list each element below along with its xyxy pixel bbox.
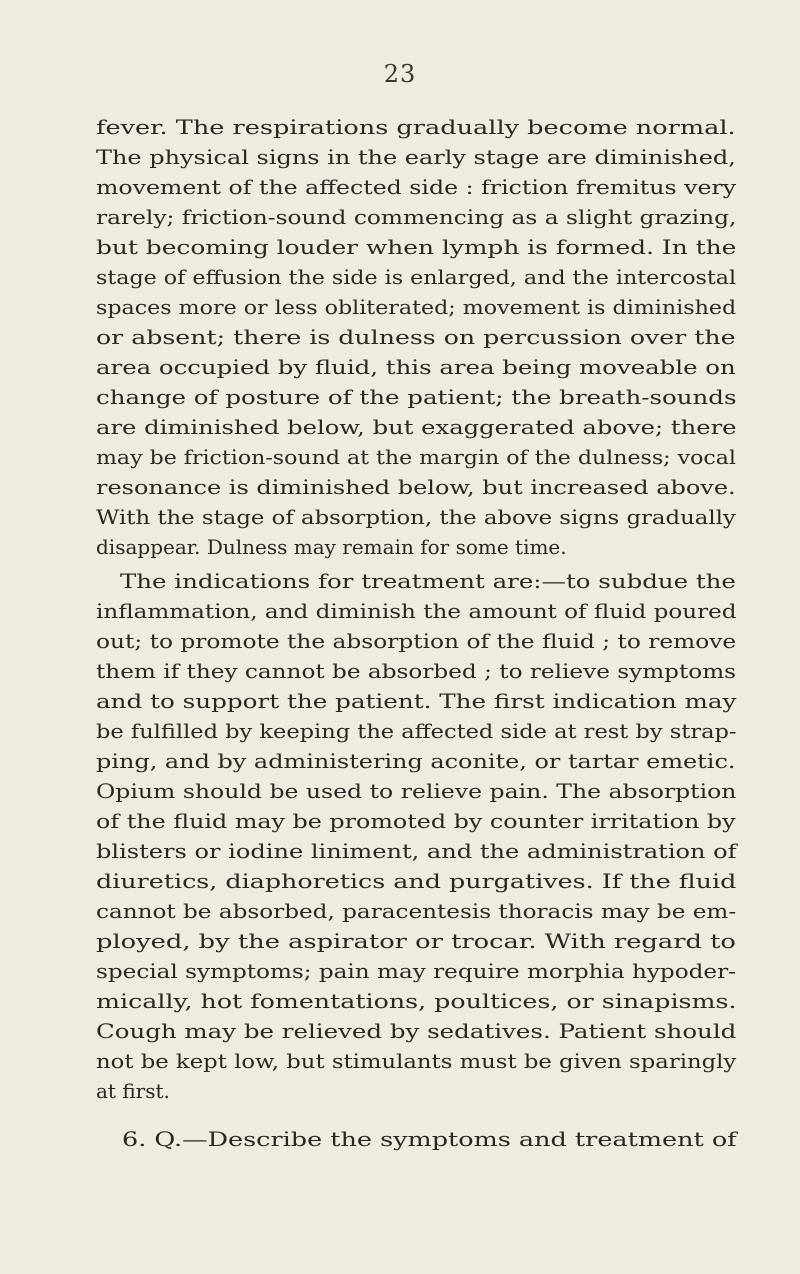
text-line: but becoming louder when lymph is formed. In the: [96, 235, 737, 259]
text-line: them if they cannot be absorbed ; to relieve symptoms: [96, 659, 737, 683]
question-heading: 6. Q.—Describe the symptoms and treatment of: [122, 1127, 737, 1151]
text-line: may be friction-sound at the margin of the dulness; vocal: [96, 445, 736, 469]
text-line: and to support the patient. The first indication may: [96, 689, 737, 713]
text-line: be fulfilled by keeping the affected side at rest by strap-: [96, 719, 737, 743]
text-line: stage of effusion the side is enlarged, and the intercostal: [96, 265, 737, 289]
text-line: The physical signs in the early stage are diminished,: [96, 145, 736, 169]
text-line: change of posture of the patient; the breath-sounds: [96, 385, 737, 409]
text-line: movement of the affected side : friction fremitus very: [96, 175, 737, 199]
text-line: not be kept low, but stimulants must be given sparingly: [96, 1049, 737, 1073]
text-line: are diminished below, but exaggerated above; there: [96, 415, 737, 439]
text-line: With the stage of absorption, the above signs gradually: [96, 505, 736, 529]
text-line: resonance is diminished below, but increased above.: [96, 475, 736, 499]
text-line: ployed, by the aspirator or trocar. With regard to: [96, 929, 736, 953]
text-line: Cough may be relieved by sedatives. Patient should: [96, 1019, 737, 1043]
text-line: The indications for treatment are:—to subdue the: [120, 569, 736, 593]
text-line: rarely; friction-sound commencing as a slight grazing,: [96, 205, 737, 229]
text-line: blisters or iodine liniment, and the administration of: [96, 839, 737, 863]
text-line: mically, hot fomentations, poultices, or sinapisms.: [96, 989, 737, 1013]
text-line: diuretics, diaphoretics and purgatives. If the fluid: [96, 869, 737, 893]
text-line: or absent; there is dulness on percussion over the: [96, 325, 736, 349]
page-number: 23: [383, 60, 417, 88]
text-line: cannot be absorbed, paracentesis thoracis may be em-: [96, 899, 737, 923]
text-line: out; to promote the absorption of the fluid ; to remove: [96, 629, 737, 653]
text-line: ping, and by administering aconite, or tartar emetic.: [96, 749, 736, 773]
text-line: fever. The respirations gradually become normal.: [96, 115, 736, 139]
text-line: at first.: [96, 1079, 170, 1103]
text-line: special symptoms; pain may require morphia hypoder-: [96, 959, 736, 983]
text-line: disappear. Dulness may remain for some time.: [96, 535, 567, 559]
text-line: spaces more or less obliterated; movement is diminished: [96, 295, 737, 319]
text-line: area occupied by fluid, this area being moveable on: [96, 355, 736, 379]
text-line: inflammation, and diminish the amount of fluid poured: [96, 599, 737, 623]
text-line: of the fluid may be promoted by counter irritation by: [96, 809, 736, 833]
text-line: Opium should be used to relieve pain. The absorption: [96, 779, 737, 803]
